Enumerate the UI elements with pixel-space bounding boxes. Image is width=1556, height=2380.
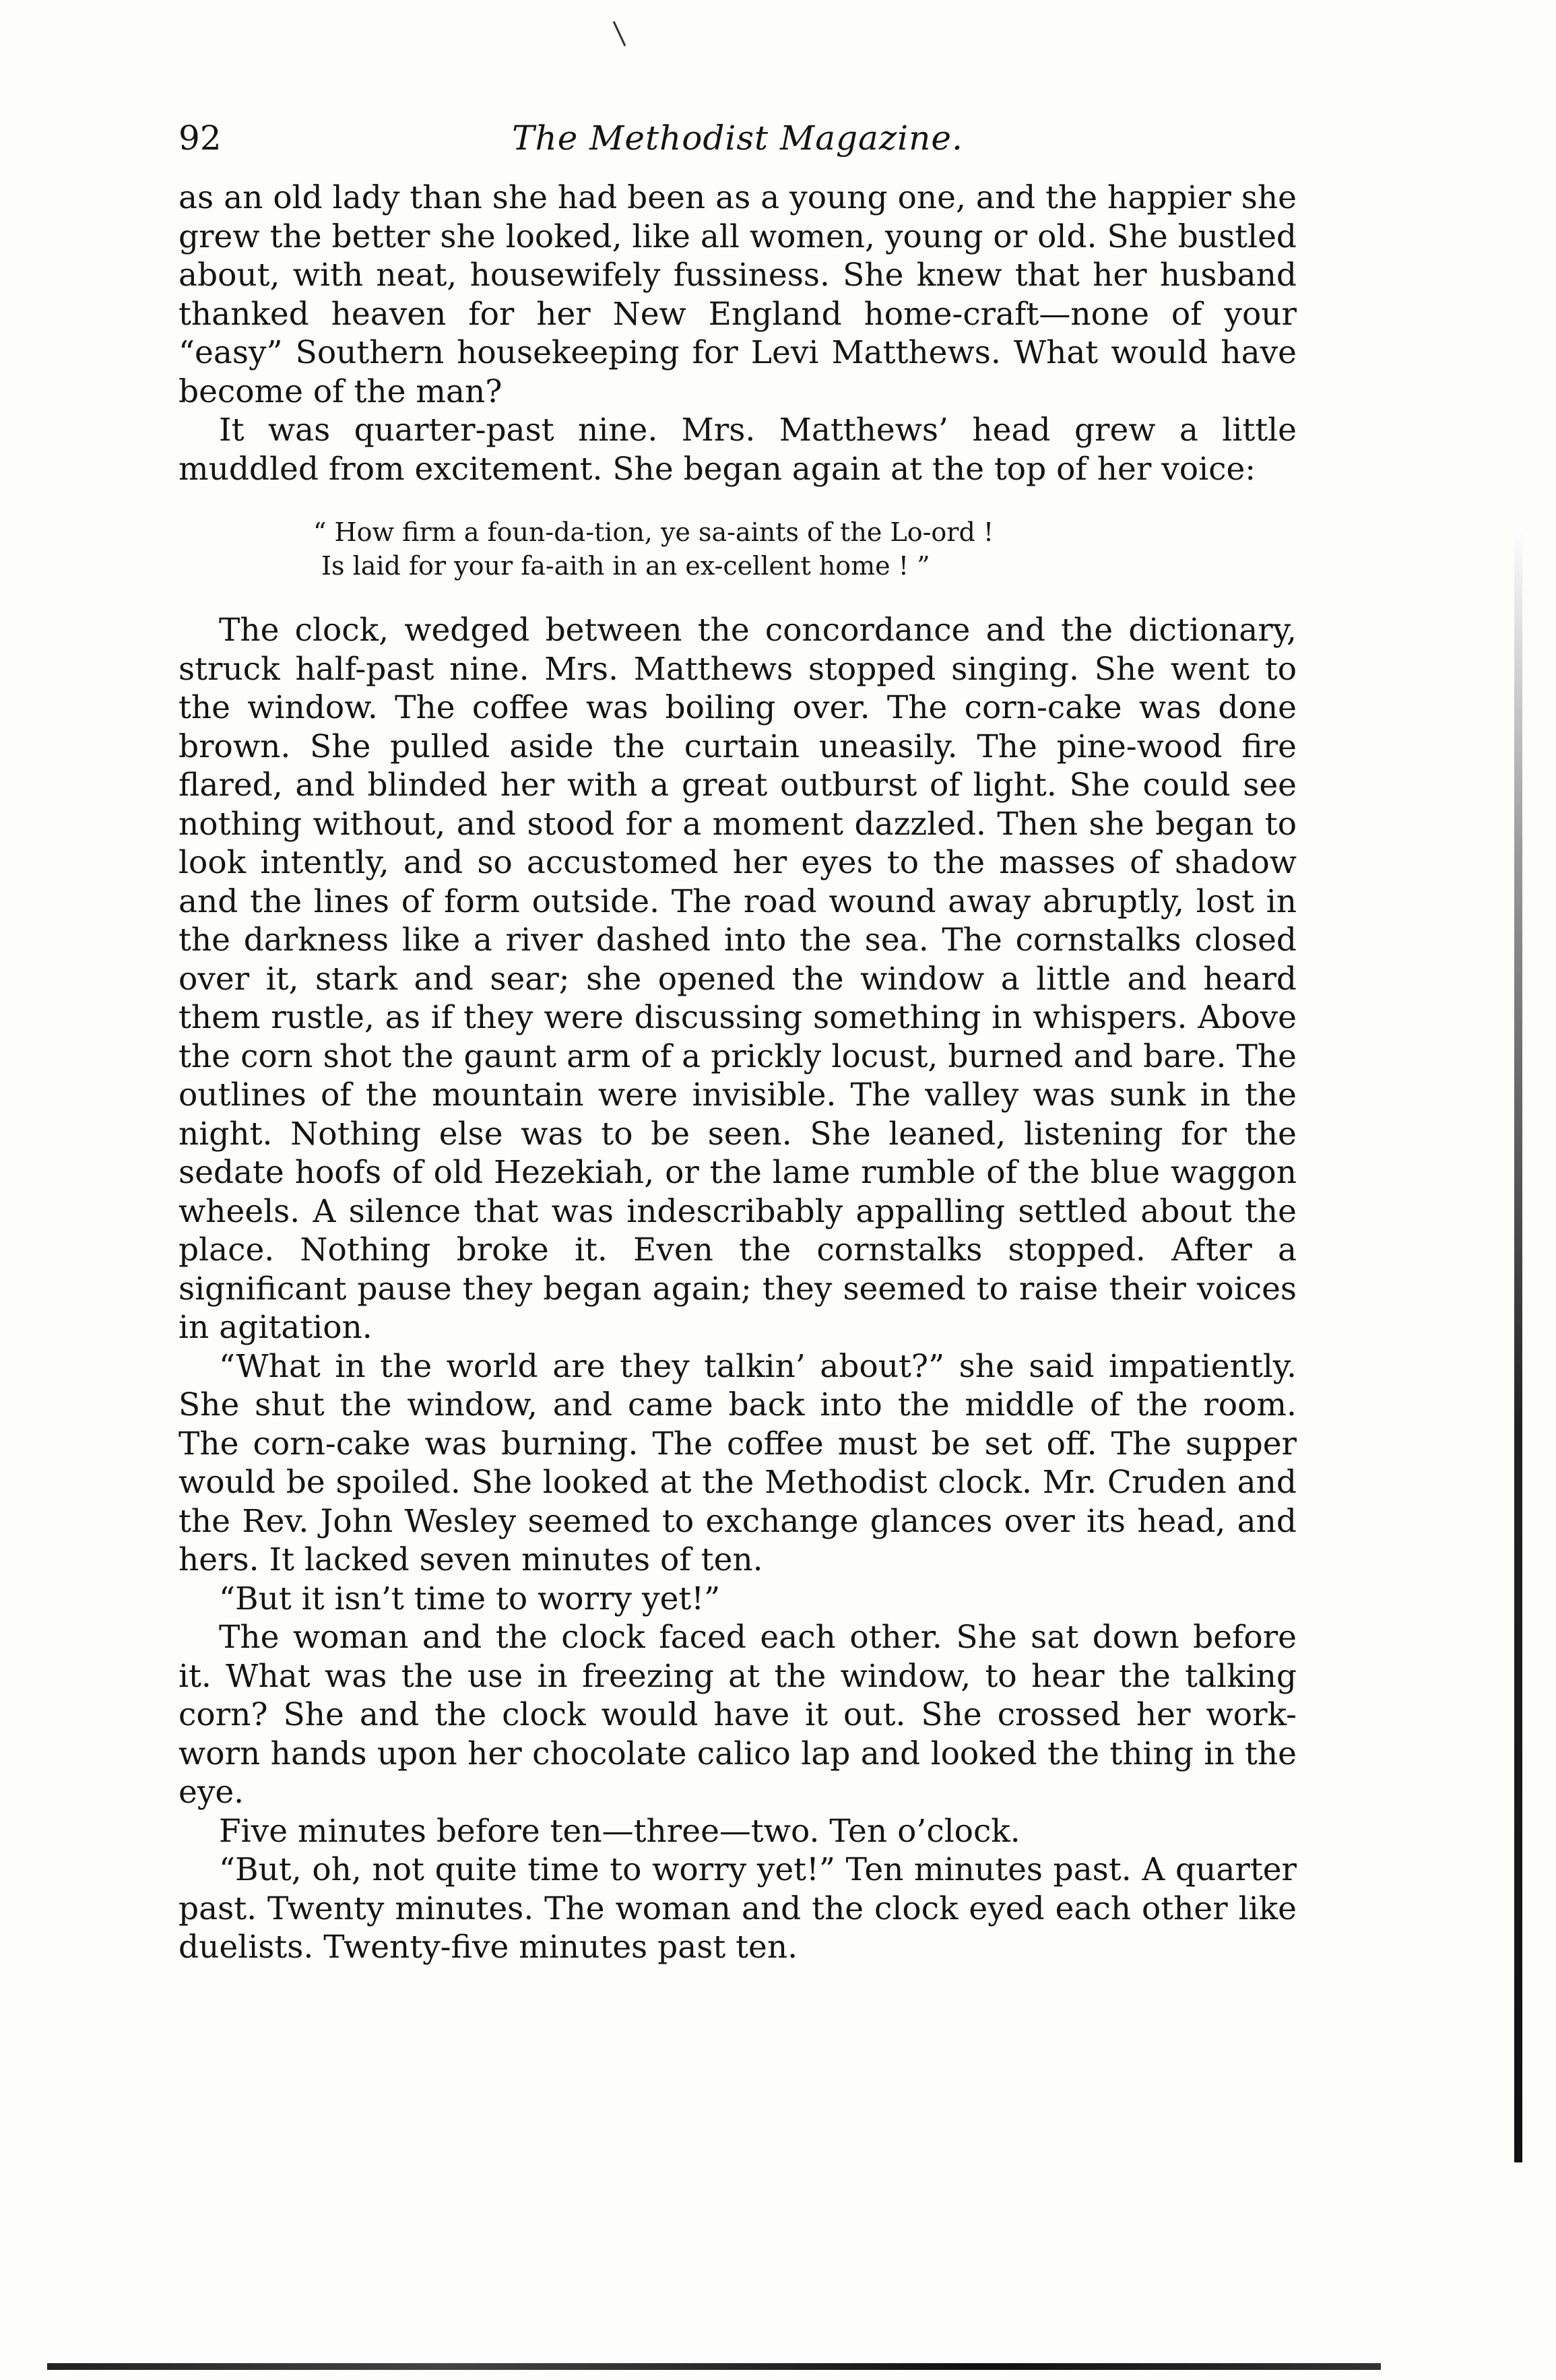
hymn-line: Is laid for your fa-aith in an ex-cellent home ! ” [321, 551, 930, 581]
paragraph: Five minutes before ten—three—two. Ten o’clock. [219, 1812, 1020, 1850]
hymn-line: “ How firm a foun-da-tion, ye sa-aints of the Lo-ord ! [313, 517, 994, 547]
paragraph: “But it isn’t time to worry yet!” [219, 1580, 721, 1617]
hymn-quotation [313, 515, 1297, 583]
page-edge-shadow [1514, 525, 1522, 2162]
paragraph: as an old lady than she had been as a young one, and the happier she grew the better she looked, like all women, young or old. She bustled about, with neat, housewifely fussiness. She knew that her husband thanked heaven for her New England home-craft—none of your “easy” Southern housekeeping for Levi Matthews. What would have become of the man? [179, 179, 1297, 410]
body-text [179, 179, 1297, 1967]
paragraph: “But, oh, not quite time to worry yet!” Ten minutes past. A quarter past. Twenty minutes. The woman and the clock eyed each other like duelists. Twenty-five minutes past ten. [179, 1851, 1297, 1966]
paragraph: “What in the world are they talkin’ about?” she said impatiently. She shut the window, and came back into the middle of the room. The corn-cake was burning. The coffee must be set off. The supper would be spoiled. She looked at the Methodist clock. Mr. Cruden and the Rev. John Wesley seemed to exchange glances over its head, and hers. It lacked seven minutes of ten. [179, 1347, 1297, 1578]
page-header [179, 115, 1297, 162]
stray-ink-mark [613, 21, 626, 46]
paragraph: The clock, wedged between the concordance and the dictionary, struck half-past nine. Mrs. Matthews stopped singing. She went to the window. The coffee was boiling over. The corn-cake was done brown. She pulled aside the curtain uneasily. The pine-wood fire flared, and blinded her with a great outburst of light. She could see nothing without, and stood for a moment dazzled. Then she began to look intently, and so accustomed her eyes to the masses of shadow and the lines of form outside. The road wound away abruptly, lost in the darkness like a river dashed into the sea. The cornstalks closed over it, stark and sear; she opened the window a little and heard them rustle, as if they were discussing something in whispers. Above the corn shot the gaunt arm of a prickly locust, burned and bare. The outlines of the mountain were invisible. The valley was sunk in the night. Nothing else was to be seen. She leaned, listening for the sedate hoofs of old Hezekiah, or the lame rumble of the blue waggon wheels. A silence that was indescribably appalling settled about the place. Nothing broke it. Even the cornstalks stopped. After a significant pause they began again; they seemed to raise their voices in agitation. [179, 612, 1297, 1346]
page-bottom-edge [47, 2363, 1381, 2370]
running-head: The Methodist Magazine. [512, 119, 963, 158]
page-number: 92 [179, 119, 222, 158]
paragraph: It was quarter-past nine. Mrs. Matthews’ head grew a little muddled from excitement. She began again at the top of her voice: [179, 412, 1297, 488]
paragraph: The woman and the clock faced each other. She sat down before it. What was the use in freezing at the window, to hear the talking corn? She and the clock would have it out. She crossed her work-worn hands upon her chocolate calico lap and looked the thing in the eye. [179, 1619, 1297, 1811]
